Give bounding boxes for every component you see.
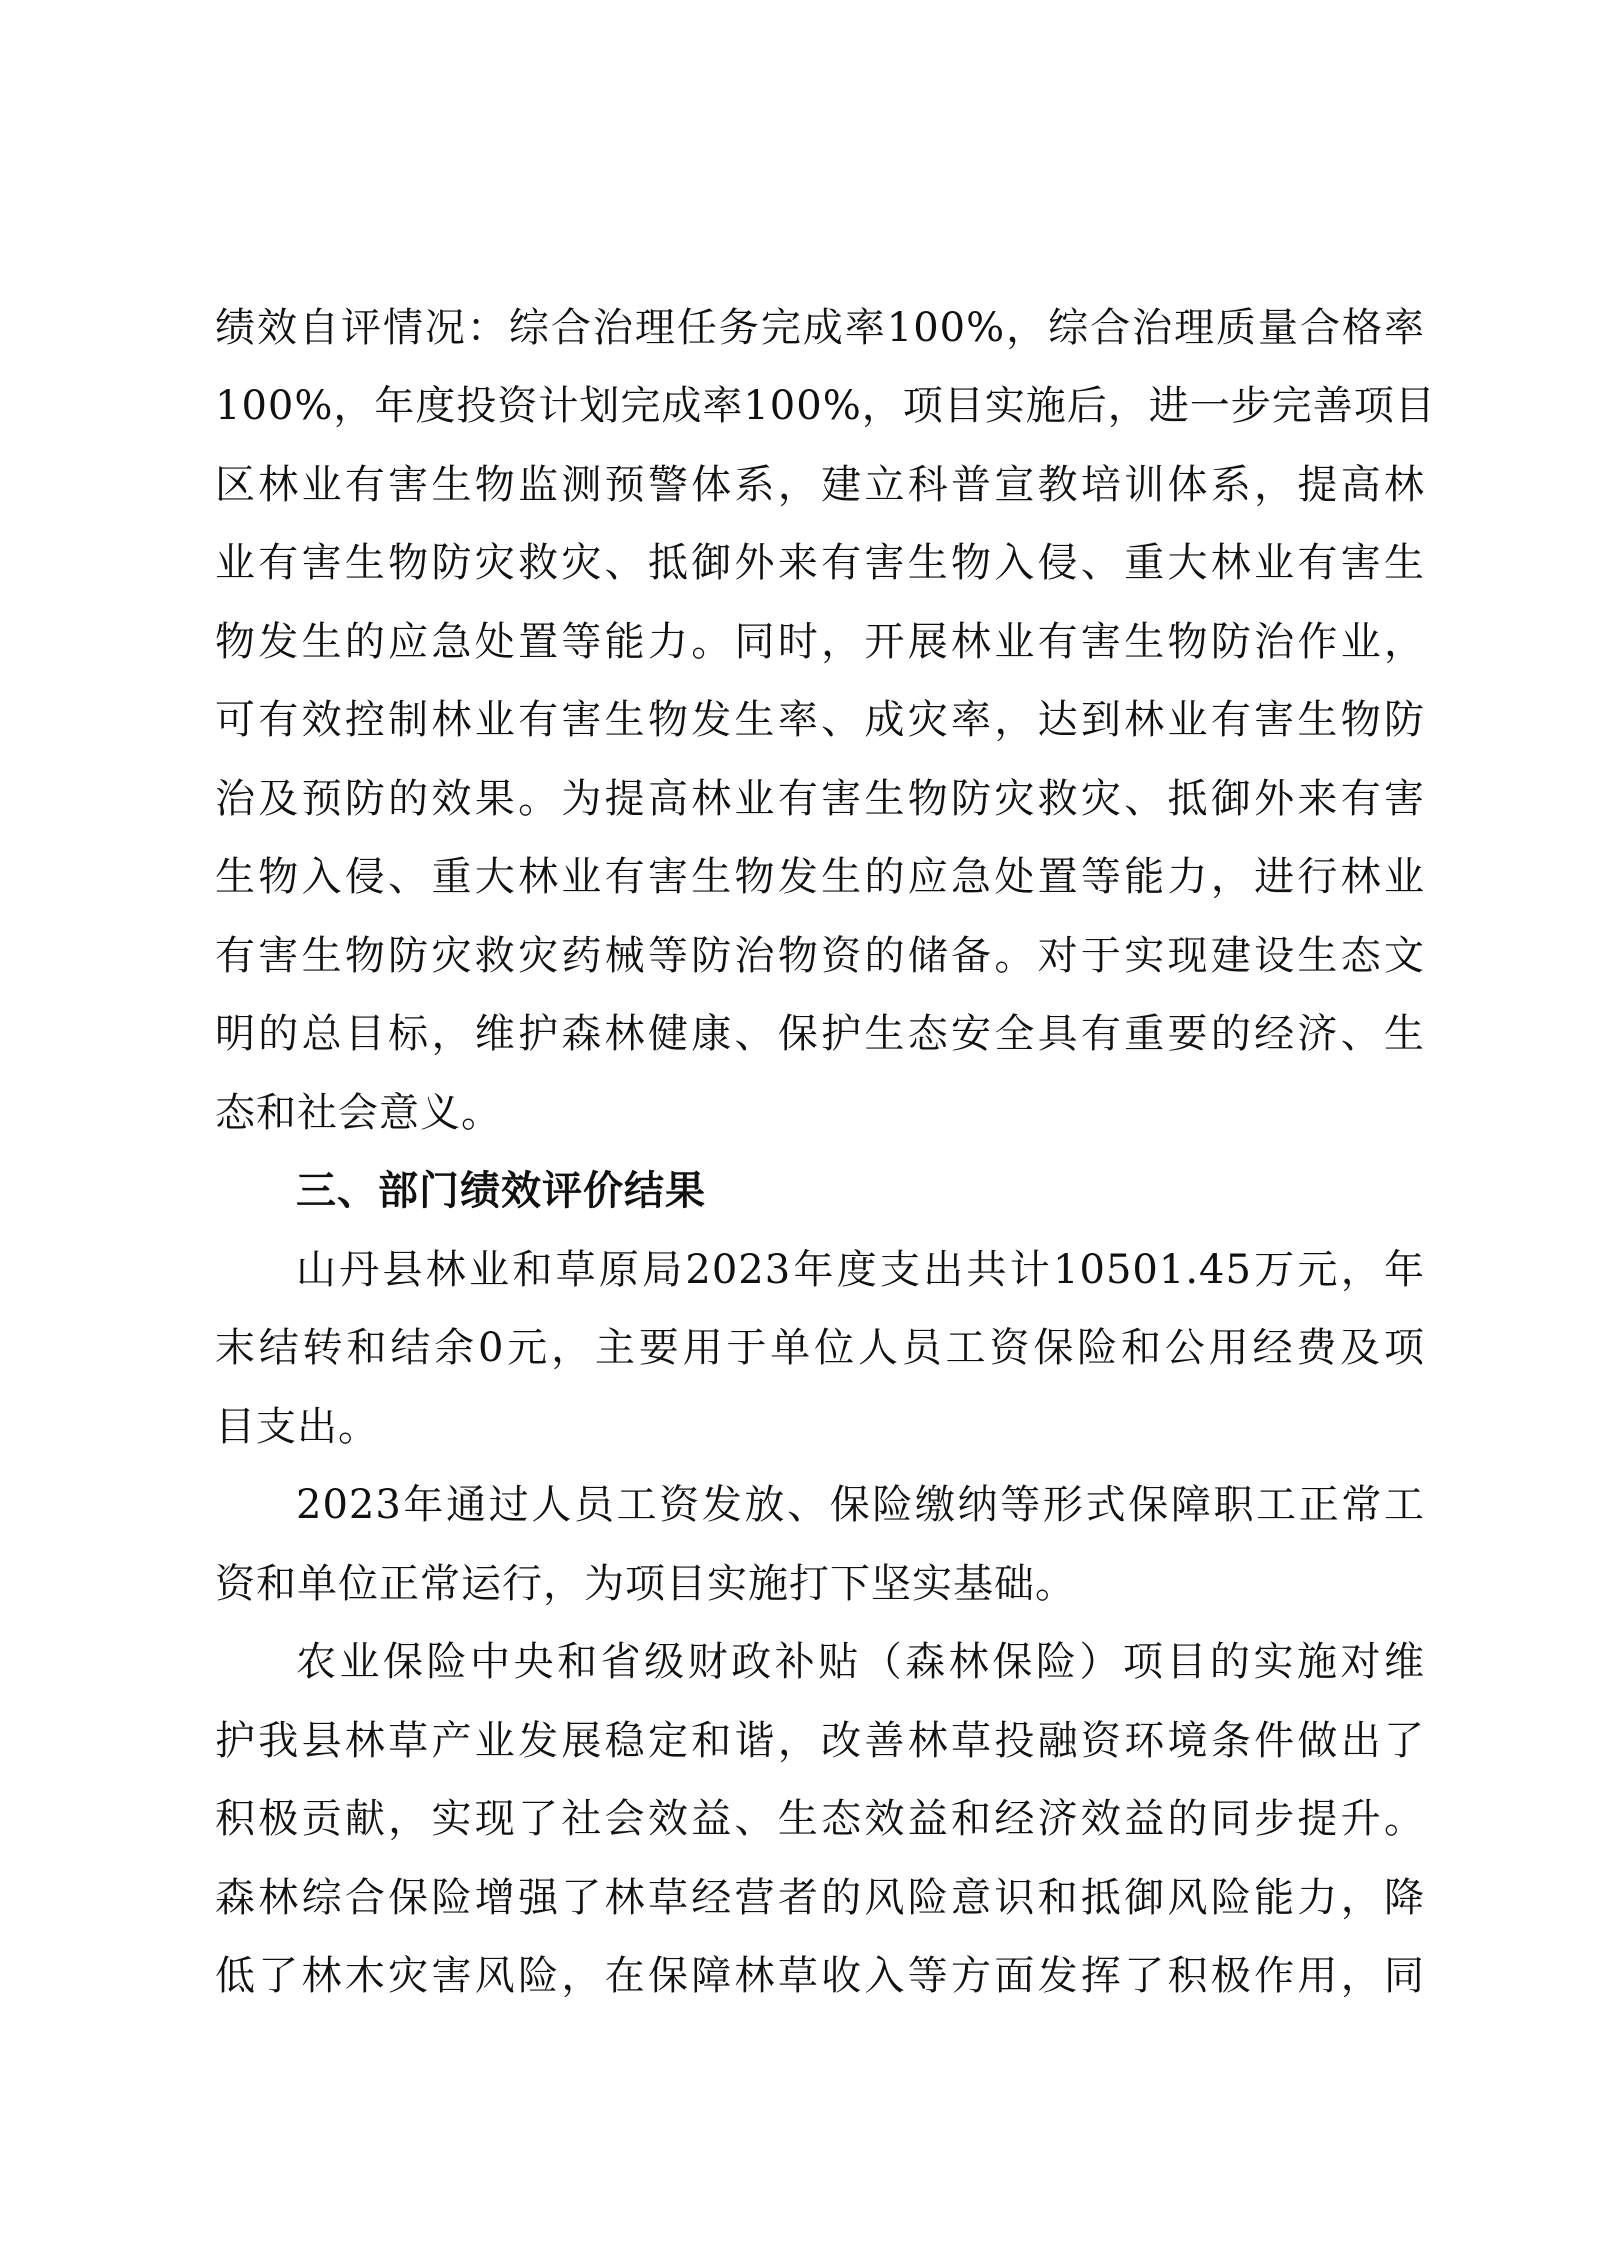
paragraph-line: 生物入侵、重大林业有害生物发生的应急处置等能力，进行林业 (215, 854, 1425, 900)
paragraph-line: 业有害生物防灾救灾、抵御外来有害生物入侵、重大林业有害生 (215, 540, 1425, 586)
paragraph-line: 目支出。 (215, 1404, 379, 1450)
paragraph-line: 末结转和结余0元，主要用于单位人员工资保险和公用经费及项 (215, 1325, 1425, 1371)
paragraph-line: 森林综合保险增强了林草经营者的风险意识和抵御风险能力，降 (215, 1875, 1425, 1921)
paragraph-line: 山丹县林业和草原局2023年度支出共计10501.45万元，年 (296, 1247, 1425, 1293)
section-heading: 三、部门绩效评价结果 (296, 1168, 706, 1214)
paragraph-line: 区林业有害生物监测预警体系，建立科普宣教培训体系，提高林 (215, 462, 1425, 508)
paragraph-line: 治及预防的效果。为提高林业有害生物防灾救灾、抵御外来有害 (215, 776, 1425, 822)
paragraph-line: 农业保险中央和省级财政补贴（森林保险）项目的实施对维 (296, 1639, 1425, 1685)
paragraph-line: 有害生物防灾救灾药械等防治物资的储备。对于实现建设生态文 (215, 933, 1425, 979)
paragraph-line: 明的总目标，维护森林健康、保护生态安全具有重要的经济、生 (215, 1011, 1425, 1057)
paragraph-line: 可有效控制林业有害生物发生率、成灾率，达到林业有害生物防 (215, 697, 1425, 743)
paragraph-line: 护我县林草产业发展稳定和谐，改善林草投融资环境条件做出了 (215, 1718, 1425, 1764)
paragraph-line: 物发生的应急处置等能力。同时，开展林业有害生物防治作业， (215, 619, 1425, 665)
paragraph-line: 绩效自评情况：综合治理任务完成率100%，综合治理质量合格率 (215, 305, 1425, 351)
paragraph-line: 积极贡献，实现了社会效益、生态效益和经济效益的同步提升。 (215, 1796, 1425, 1842)
paragraph-line: 态和社会意义。 (215, 1090, 502, 1136)
paragraph-line: 低了林木灾害风险，在保障林草收入等方面发挥了积极作用，同 (215, 1953, 1425, 1999)
paragraph-line: 2023年通过人员工资发放、保险缴纳等形式保障职工正常工 (296, 1482, 1425, 1528)
paragraph-line: 资和单位正常运行，为项目实施打下坚实基础。 (215, 1561, 1076, 1607)
paragraph-line: 100%，年度投资计划完成率100%，项目实施后，进一步完善项目 (215, 383, 1436, 429)
